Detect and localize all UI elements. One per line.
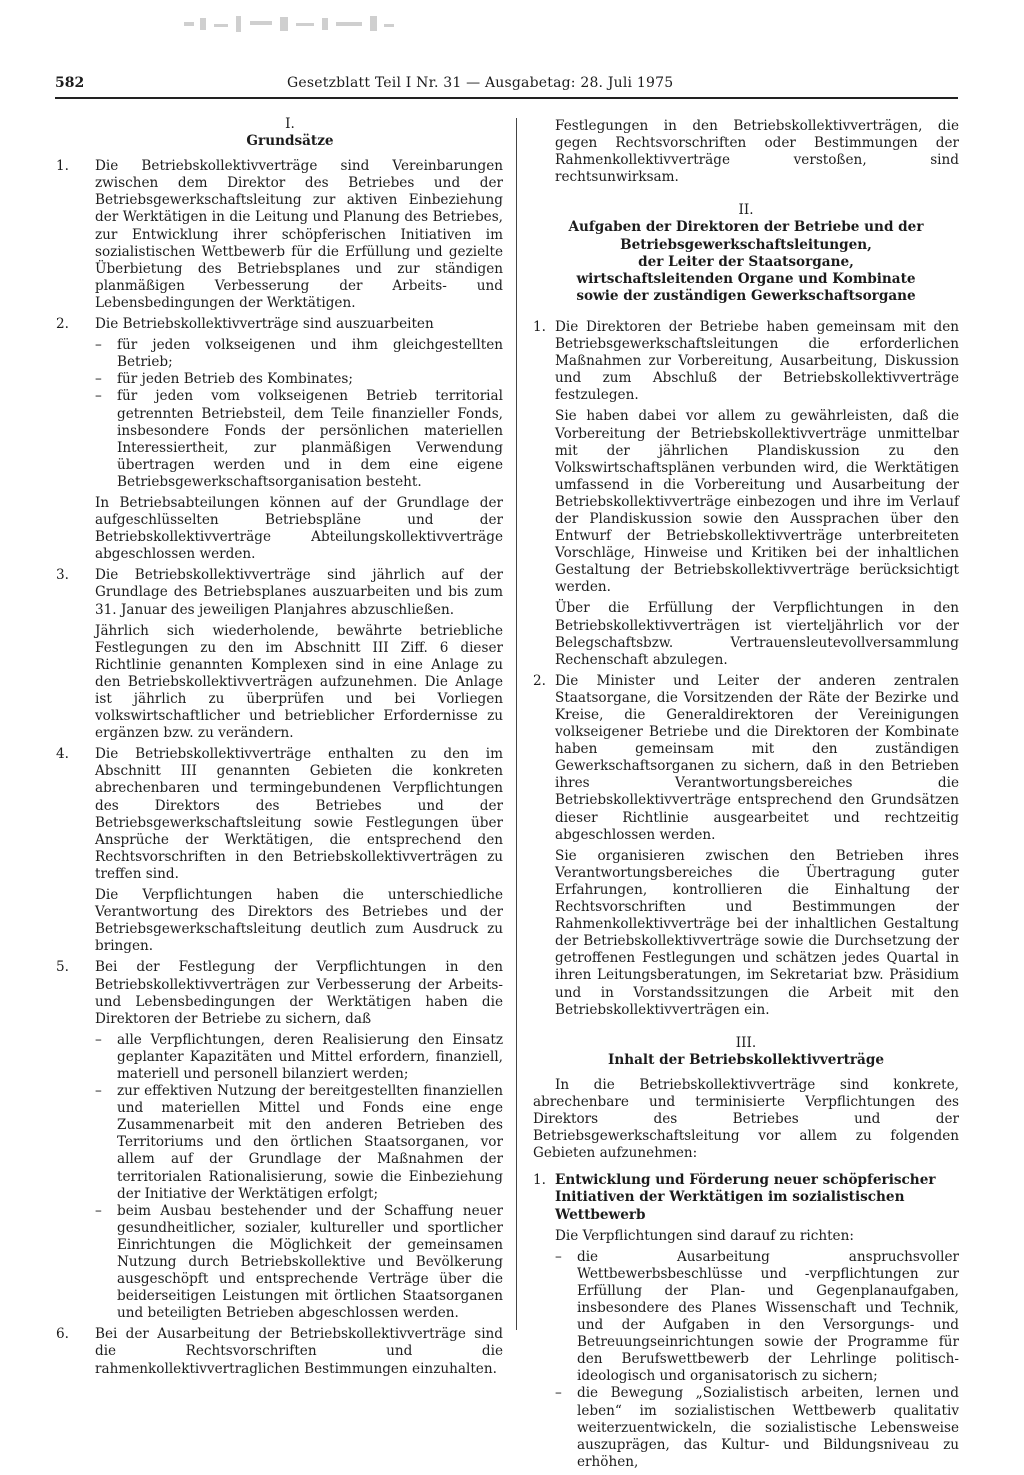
item-text: Bei der Ausarbeitung der Betriebskollektivverträge sind die Rechtsvorschriften und die rahmenkollektivvertraglichen Bestimmungen einzuhalten.	[95, 1326, 503, 1377]
section-II-title-line: der Leiter der Staatsorgane,	[638, 253, 854, 270]
item-number: 2.	[533, 672, 546, 689]
section-III-item-1	[533, 1172, 959, 1471]
dash-icon: –	[95, 371, 102, 388]
dash-list	[77, 1032, 503, 1323]
item-text: Bei der Festlegung der Verpflichtungen in den Betriebskollektivverträgen zur Verbesserung der Arbeits- und Lebensbedingungen der Werktätigen haben die Direktoren der Betriebe zu sichern, daß	[95, 959, 503, 1027]
section-II-number: II.	[738, 202, 754, 219]
item-number: 5.	[56, 959, 69, 976]
item-heading: Entwicklung und Förderung neuer schöpferischer Initiativen der Werktätigen im sozialistischen Wettbewerb	[555, 1172, 936, 1223]
section-III-title: Inhalt der Betriebskollektivverträge	[607, 1051, 885, 1068]
section-I-item-4	[56, 746, 503, 955]
item-text: Die Betriebskollektivverträge enthalten zu den im Abschnitt III genannten Gebieten die konkreten abrechenbaren und termingebundenen Verpflichtungen des Direktors des Betriebes und der Betriebsgewerkschaftsleitung sowie Festlegungen über Ansprüche der Werktätigen, die entsprechend den Rechtsvorschriften in den Betriebskollektivverträgen zu treffen sind.	[95, 746, 503, 882]
item-number: 3.	[56, 567, 69, 584]
item-paragraph: Sie organisieren zwischen den Betrieben ihres Verantwortungsbereiches die Übertragung guter Erfahrungen, kontrollieren die Einhaltung der Rechtsvorschriften und Bestimmungen der Rahmenkollektivverträge bei der inhaltlichen Gestaltung der Betriebskollektivverträge sowie die Durchsetzung der getroffenen Festlegungen und schätzen jedes Quartal in ihren Leitungsberatungen, im Sekretariat bzw. Präsidium und in Vorstandssitzungen die Arbeit mit den Betriebskollektivverträgen ein.	[555, 847, 959, 1018]
column-divider	[516, 118, 517, 1330]
section-I-item-2	[56, 316, 503, 563]
list-item	[555, 1249, 959, 1386]
dash-icon: –	[95, 1031, 102, 1048]
gazette-header-title: Gesetzblatt Teil I Nr. 31 — Ausgabetag: 28. Juli 1975	[287, 75, 674, 91]
list-item	[555, 1385, 959, 1470]
section-II-item-1	[533, 319, 959, 669]
list-item-text: die Ausarbeitung anspruchsvoller Wettbewerbsbeschlüsse und -verpflichtungen zur Erfüllung der Plan- und Gegenplanaufgaben, insbesondere des Planes Wissenschaft und Technik, und der Aufgaben in den Versorgungs- und Betreuungseinrichtungen sowie der Programme für den Berufswettbewerb der Lehrlinge politisch-ideologisch und organisatorisch zu sichern;	[577, 1248, 959, 1385]
list-item	[95, 337, 503, 371]
list-item-text: zur effektiven Nutzung der bereitgestellten finanziellen und materiellen Mittel und Fonds eine enge Zusammenarbeit mit den anderen Betrieben des Territoriums und den örtlichen Staatsorganen, vor allem auf der Grundlage der Maßnahmen der territorialen Rationalisierung, sowie die Einbeziehung der Initiative der Werktätigen erfolgt;	[117, 1083, 503, 1202]
list-item-text: für jeden volkseigenen und ihm gleichgestellten Betrieb;	[117, 337, 503, 371]
item-text: Die Direktoren der Betriebe haben gemeinsam mit den Betriebsgewerkschaftsleitungen die erforderlichen Maßnahmen zur Vorbereitung, Ausarbeitung, Diskussion und zum Abschluß der Betriebskollektivverträge festzulegen.	[555, 318, 959, 404]
item-text: Die Betriebskollektivverträge sind auszuarbeiten	[95, 316, 434, 333]
section-I-number: I.	[285, 116, 295, 132]
section-I-item-5	[56, 959, 503, 1322]
section-I-title: Grundsätze	[246, 133, 334, 150]
list-item	[95, 1083, 503, 1203]
section-I-item-3	[56, 567, 503, 742]
section-II-item-2	[533, 673, 959, 1019]
header-rule	[55, 97, 958, 99]
item-number: 4.	[56, 746, 69, 763]
list-item-text: alle Verpflichtungen, deren Realisierung den Einsatz geplanter Kapazitäten und Mittel erfordern, finanziell, materiell und personell bilanziert werden;	[117, 1031, 503, 1082]
list-item-text: für jeden Betrieb des Kombinates;	[117, 371, 353, 388]
dash-list	[555, 1249, 959, 1471]
item-paragraph: In Betriebsabteilungen können auf der Grundlage der aufgeschlüsselten Betriebspläne und der Betriebskollektivverträge Abteilungskollektivverträge abgeschlossen werden.	[95, 494, 503, 563]
dash-icon: –	[95, 337, 102, 354]
item-text: Die Verpflichtungen sind darauf zu richten:	[555, 1227, 854, 1244]
item-text: Die Betriebskollektivverträge sind Vereinbarungen zwischen dem Direktor des Betriebes und der Betriebsgewerkschaftsleitung zur aktiven Einbeziehung der Werktätigen in die Leitung und Planung des Betriebes, zur Entwicklung ihrer schöpferischen Initiativen im sozialistischen Wettbewerb für die Erfüllung und gezielte Überbietung des Betriebsplanes und zur ständigen planmäßigen Verbesserung der Arbeits- und Lebensbedingungen der Werktätigen.	[95, 158, 503, 311]
list-item-text: beim Ausbau bestehender und der Schaffung neuer gesundheitlicher, sozialer, kultureller und sportlicher Einrichtungen die Möglichkeit der gemeinsamen Nutzung durch Betriebskollektive und Bevölkerung ausgeschöpft und entsprechende Verträge über die beiderseitigen Leistungen mit örtlichen Staatsorganen und beteiligten Betrieben abgeschlossen werden.	[117, 1202, 503, 1322]
section-III-intro: In die Betriebskollektivverträge sind konkrete, abrechenbare und terminisierte Verpflichtungen des Direktors des Betriebes und der Betriebsgewerkschaftsleitung vor allem zu folgenden Gebieten aufzunehmen:	[533, 1076, 959, 1162]
item-paragraph: Jährlich sich wiederholende, bewährte betriebliche Festlegungen zu den im Abschnitt III Ziff. 6 dieser Richtlinie genannten Komplexen sind in eine Anlage zu den Betriebskollektivverträgen aufzunehmen. Die Anlage ist jährlich zu überprüfen und bei Vorliegen volkswirtschaftlicher und betrieblicher Erfordernisse zu ergänzen bzw. zu verändern.	[95, 622, 503, 742]
left-column	[56, 116, 503, 1382]
item-text: Die Betriebskollektivverträge sind jährlich auf der Grundlage des Betriebsplanes auszuarbeiten und bis zum 31. Januar des jeweiligen Planjahres abzuschließen.	[95, 567, 503, 618]
list-item-text: für jeden vom volkseigenen Betrieb territorial getrennten Betriebsteil, dem Teile finanzieller Fonds, insbesondere Fonds der persönlichen materiellen Interessiertheit, zur planmäßigen Verwendung übertragen werden und in dem eine eigene Betriebsgewerkschaftsorganisation besteht.	[117, 388, 503, 490]
page-number: 582	[55, 75, 85, 91]
faint-stamp-mark	[180, 12, 400, 46]
dash-icon: –	[95, 1202, 102, 1219]
section-III-number: III.	[735, 1034, 757, 1051]
item-number: 2.	[56, 316, 69, 333]
section-I-item-1	[56, 158, 503, 312]
dash-icon: –	[95, 388, 102, 405]
list-item	[95, 371, 503, 388]
list-item	[95, 1203, 503, 1323]
continuation-paragraph: Festlegungen in den Betriebskollektivverträgen, die gegen Rechtsvorschriften oder Bestimmungen der Rahmenkollektivverträge verstoßen, sind rechtsunwirksam.	[555, 118, 959, 186]
item-text: Die Minister und Leiter der anderen zentralen Staatsorgane, die Vorsitzenden der Räte der Bezirke und Kreise, die Generaldirektoren der Vereinigungen volkseigener Betriebe und die Direktoren der Kombinate haben gemeinsam mit den zuständigen Gewerkschaftsorganen zu sichern, daß in den Betrieben ihres Verantwortungsbereiches die Betriebskollektivverträge entsprechend den Grundsätzen dieser Richtlinie ausgearbeitet und rechtzeitig abgeschlossen werden.	[555, 672, 959, 843]
item-paragraph: Sie haben dabei vor allem zu gewährleisten, daß die Vorbereitung der Betriebskollektivverträge unmittelbar mit der jährlichen Plandiskussion zu den Volkswirtschaftsplänen verbunden wird, die Werktätigen umfassend in die Vorbereitung und Ausarbeitung der Betriebskollektivverträge einbezogen und ihre im Verlauf der Plandiskussion sowie den Aussprachen über den Entwurf der Betriebskollektivverträge unterbreiteten Vorschläge, Hinweise und Kritiken bei der inhaltlichen Gestaltung der Betriebskollektivverträge berücksichtigt werden.	[555, 408, 959, 596]
dash-icon: –	[95, 1083, 102, 1100]
list-item	[95, 1032, 503, 1083]
item-number: 6.	[56, 1326, 69, 1343]
dash-list	[77, 337, 503, 491]
dash-icon: –	[555, 1248, 562, 1265]
section-II-title-line: sowie der zuständigen Gewerkschaftsorgane	[576, 287, 916, 304]
list-item	[95, 388, 503, 491]
section-II-title-line: Aufgaben der Direktoren der Betriebe und der	[568, 219, 924, 236]
section-II-title	[533, 219, 959, 304]
section-I-item-6	[56, 1326, 503, 1377]
section-II-title-line: wirtschaftsleitenden Organe und Kombinate	[576, 270, 916, 287]
right-column	[533, 118, 959, 1475]
item-number: 1.	[56, 158, 69, 175]
item-number: 1.	[533, 318, 546, 335]
item-number: 1.	[533, 1172, 546, 1189]
section-II-title-line: Betriebsgewerkschaftsleitungen,	[620, 236, 872, 253]
item-paragraph: Über die Erfüllung der Verpflichtungen in den Betriebskollektivverträgen ist vierteljährlich vor der Belegschaftsbzw. Vertrauensleutevollversammlung Rechenschaft abzulegen.	[555, 600, 959, 668]
item-paragraph: Die Verpflichtungen haben die unterschiedliche Verantwortung des Direktors des Betriebes und der Betriebsgewerkschaftsleitung deutlich zum Ausdruck zu bringen.	[95, 887, 503, 955]
list-item-text: die Bewegung „Sozialistisch arbeiten, lernen und leben“ im sozialistischen Wettbewerb qualitativ weiterzuentwickeln, die sozialistische Lebensweise auszuprägen, das Kultur- und Bildungsniveau zu erhöhen,	[577, 1385, 959, 1470]
dash-icon: –	[555, 1385, 562, 1402]
